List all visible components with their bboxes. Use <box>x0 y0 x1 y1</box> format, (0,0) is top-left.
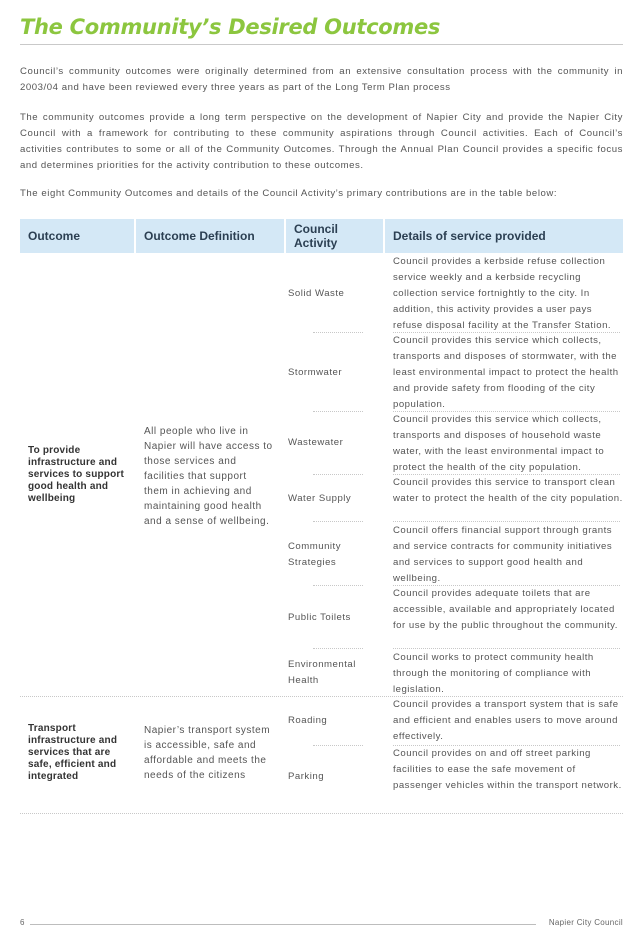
detail-stormwater: Council provides this service which collects, transports and disposes of stormwater, with the least environmental impact to protect the health and provide safety from flooding of the city population. <box>393 335 619 410</box>
row-divider <box>313 332 363 333</box>
detail-public-toilets: Council provides adequate toilets that are accessible, available and appropriately located for use by the public throughout the community. <box>393 588 618 631</box>
activity-stormwater: Stormwater <box>288 367 343 378</box>
activity-wastewater: Wastewater <box>288 437 344 448</box>
row-divider <box>393 648 620 649</box>
outcome-transport: Transport infrastructure and services that are safe, efficient and integrated <box>28 723 118 782</box>
activity-solid-waste: Solid Waste <box>288 288 345 299</box>
row-divider <box>313 585 363 586</box>
row-divider <box>313 474 363 475</box>
table-bottom-rule <box>20 813 623 814</box>
activity-roading: Roading <box>288 715 328 726</box>
header-outcome-definition: Outcome Definition <box>136 219 284 253</box>
header-details: Details of service provided <box>385 219 623 253</box>
row-divider <box>313 648 363 649</box>
definition-transport: Napier’s transport system is accessible, safe and affordable and meets the needs of the citizens <box>144 725 271 781</box>
footer-organisation: Napier City Council <box>548 918 623 927</box>
activity-environmental-health: Environmental Health <box>288 659 356 686</box>
definition-health-wellbeing: All people who live in Napier will have access to those services and facilities that support them in achieving and maintaining good health and a sense of wellbeing. <box>144 426 273 527</box>
detail-parking: Council provides on and off street parking facilities to ease the safe movement of passenger vehicles within the transport network. <box>393 748 622 791</box>
activity-parking: Parking <box>288 771 325 782</box>
activity-water-supply: Water Supply <box>288 493 352 504</box>
footer-divider <box>30 924 536 925</box>
page-number: 6 <box>20 918 25 927</box>
row-divider <box>393 521 620 522</box>
table-header <box>20 219 623 253</box>
row-divider <box>313 745 363 746</box>
intro-paragraph-3: The eight Community Outcomes and details of the Council Activity’s primary contributions are in the table below: <box>20 188 558 199</box>
title-divider <box>20 44 623 45</box>
detail-wastewater: Council provides this service which collects, transports and disposes of household waste water, with the least environmental impact to protect the health of the city population. <box>393 414 605 473</box>
intro-paragraph-1: Council’s community outcomes were originally determined from an extensive consultation process with the community in 2003/04 and have been reviewed every three years as part of the Long Term Plan process <box>20 66 623 93</box>
detail-solid-waste: Council provides a kerbside refuse collection service weekly and a kerbside recycling collection service fortnightly to the city. In addition, this activity provides a user pays refuse disposal facility at the Transfer Station. <box>393 256 612 331</box>
detail-roading: Council provides a transport system that is safe and efficient and enables users to move around effectively. <box>393 699 619 742</box>
detail-community-strategies: Council offers financial support through grants and service contracts for community initiatives and services to support good health and wellbeing. <box>393 525 613 584</box>
row-divider <box>313 411 363 412</box>
activity-public-toilets: Public Toilets <box>288 612 351 623</box>
header-council-activity: Council Activity <box>286 219 383 253</box>
header-outcome: Outcome <box>20 219 134 253</box>
detail-environmental-health: Council works to protect community health through the monitoring of compliance with legislation. <box>393 652 594 695</box>
activity-community-strategies: Community Strategies <box>288 541 342 568</box>
page-title: The Community’s Desired Outcomes <box>20 15 441 39</box>
outcome-health-wellbeing: To provide infrastructure and services to support good health and wellbeing <box>28 445 125 504</box>
row-divider <box>313 521 363 522</box>
detail-water-supply: Council provides this service to transport clean water to protect the health of the city population. <box>393 477 623 504</box>
intro-paragraph-2: The community outcomes provide a long term perspective on the development of Napier City and provide the Napier City Council with a framework for contributing to these community aspirations through Council activities. Each of Council’s activities contributes to some or all of the Community Outcomes. Through the Annual Plan Council provides a specific focus and determines priorities for the activity contribution to these outcomes. <box>20 112 623 171</box>
